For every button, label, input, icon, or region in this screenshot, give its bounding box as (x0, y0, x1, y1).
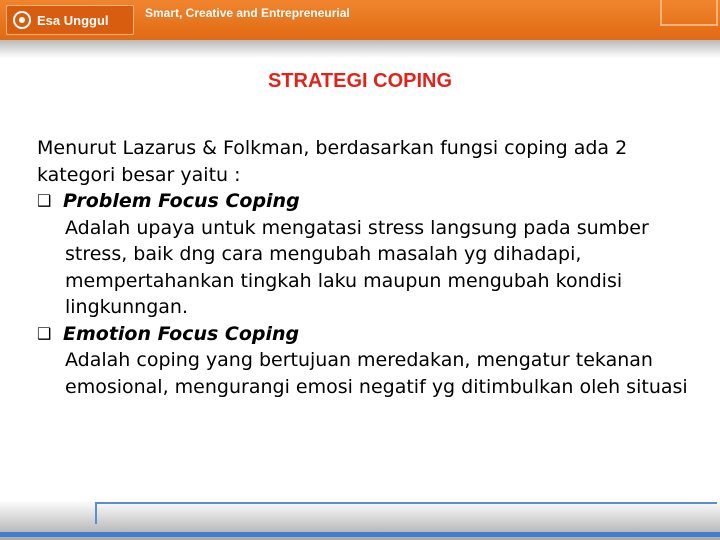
bullet-body: Adalah coping yang bertujuan meredakan, mengatur tekanan emosional, mengurangi emosi negatif yg ditimbulkan oleh situasi (65, 349, 688, 398)
header-decoration (660, 0, 718, 26)
bullet-item (37, 188, 697, 215)
bullet-heading: Emotion Focus Coping (63, 322, 300, 345)
footer-decoration (95, 502, 717, 524)
bullet-item (37, 321, 697, 348)
bullet-heading: Problem Focus Coping (63, 190, 300, 212)
footer-line (0, 532, 720, 537)
slide-content (37, 135, 697, 400)
intro-text: Menurut Lazarus & Folkman, berdasarkan fungsi coping ada 2 kategori besar yaitu : (37, 137, 628, 186)
checkbox-bullet-icon: ❑ (37, 323, 52, 343)
logo-text: Esa Unggul (37, 12, 109, 28)
slide-title: STRATEGI COPING (267, 70, 453, 92)
tagline: Smart, Creative and Entrepreneurial (145, 6, 350, 20)
esa-unggul-logo-icon (13, 11, 31, 29)
logo (6, 5, 134, 35)
header-bar (0, 0, 720, 40)
header-shadow-band (0, 40, 720, 58)
bullet-body: Adalah upaya untuk mengatasi stress langsung pada sumber stress, baik dng cara mengubah masalah yg dihadapi, mempertahankan tingkah laku maupun mengubah kondisi lingkunngan. (65, 216, 649, 318)
checkbox-bullet-icon: ❑ (37, 191, 52, 210)
